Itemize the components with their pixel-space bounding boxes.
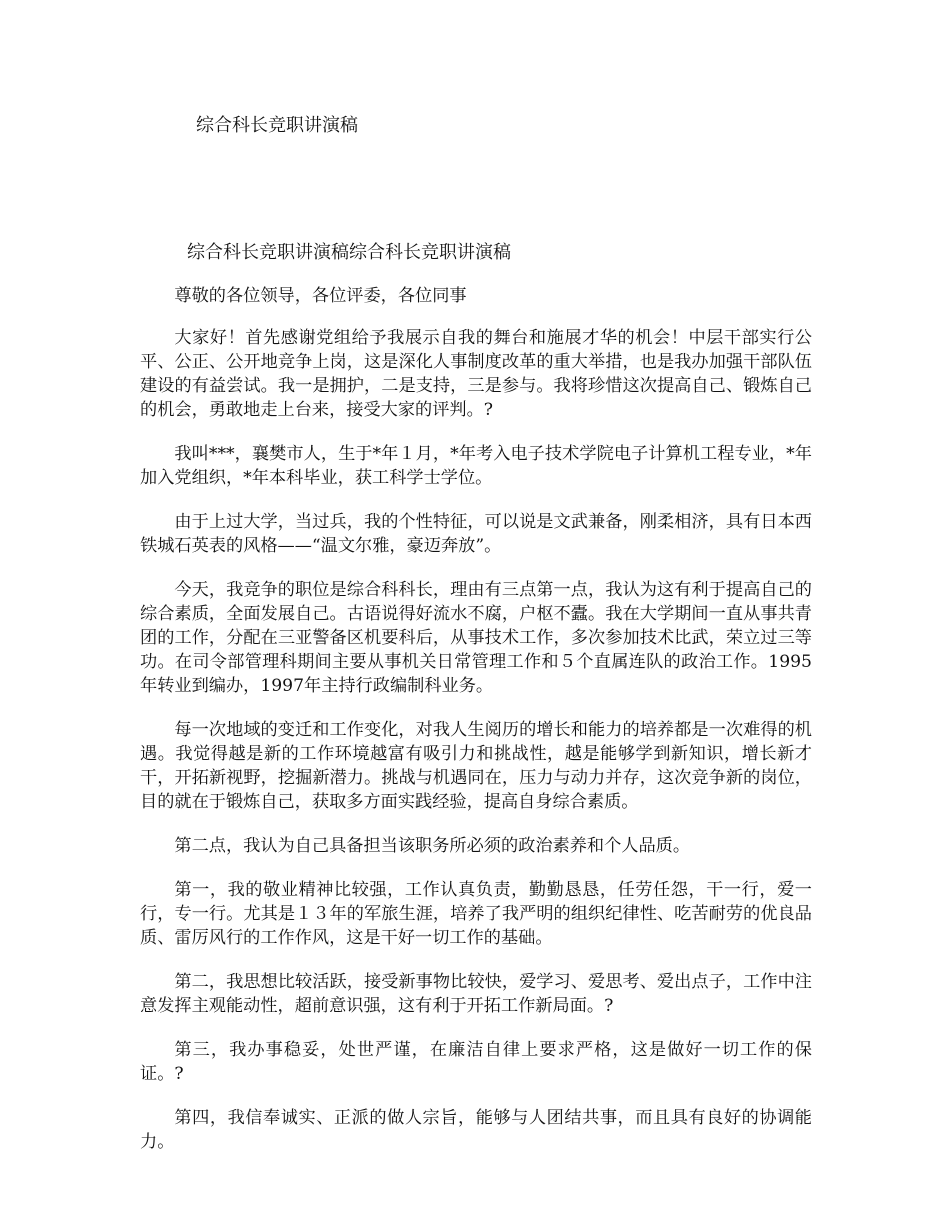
document-body [140,284,812,1174]
paragraph-point-second: 第二，我思想比较活跃，接受新事物比较快，爱学习、爱思考、爱出点子，工作中注意发挥主观能动性，超前意识强，这有利于开拓工作新局面。? [140,972,812,1016]
paragraph-point-fourth: 第四，我信奉诚实、正派的做人宗旨，能够与人团结共事，而且具有良好的协调能力。 [140,1108,812,1152]
paragraph-personality: 由于上过大学，当过兵，我的个性特征，可以说是文武兼备，刚柔相济，具有日本西铁城石英表的风格——“温文尔雅，豪迈奔放”。 [140,512,812,556]
paragraph-reason-one: 今天，我竞争的职位是综合科科长，理由有三点第一点，我认为这有利于提高自己的综合素质，全面发展自己。古语说得好流水不腐，户枢不蠹。我在大学期间一直从事共青团的工作，分配在三亚警备区机要科后，从事技术工作，多次参加技术比武，荣立过三等功。在司令部管理科期间主要从事机关日常管理工作和５个直属连队的政治工作。1995年转业到编办，1997年主持行政编制科业务。 [140,580,812,696]
document-subtitle: 综合科长竞职讲演稿综合科长竞职讲演稿 [187,242,511,263]
paragraph-introduction: 我叫***，襄樊市人，生于*年１月，*年考入电子技术学院电子计算机工程专业，*年加入党组织，*年本科毕业，获工科学士学位。 [140,444,812,488]
paragraph-greeting: 大家好！首先感谢党组给予我展示自我的舞台和施展才华的机会！中层干部实行公平、公正、公开地竞争上岗，这是深化人事制度改革的重大举措，也是我办加强干部队伍建设的有益尝试。我一是拥护，二是支持，三是参与。我将珍惜这次提高自己、锻炼自己的机会，勇敢地走上台来，接受大家的评判。? [140,328,812,420]
paragraph-reason-two: 第二点，我认为自己具备担当该职务所必须的政治素养和个人品质。 [174,836,691,856]
paragraph-point-third: 第三，我办事稳妥，处世严谨，在廉洁自律上要求严格，这是做好一切工作的保证。? [140,1040,812,1084]
paragraph-opportunity: 每一次地域的变迁和工作变化，对我人生阅历的增长和能力的培养都是一次难得的机遇。我觉得越是新的工作环境越富有吸引力和挑战性，越是能够学到新知识，增长新才干，开拓新视野，挖掘新潜力。挑战与机遇同在，压力与动力并存，这次竞争新的岗位，目的就在于锻炼自己，获取多方面实践经验，提高自身综合素质。 [140,720,812,812]
salutation-paragraph: 尊敬的各位领导，各位评委，各位同事 [174,286,467,306]
document-title: 综合科长竞职讲演稿 [196,115,358,136]
paragraph-point-first: 第一，我的敬业精神比较强，工作认真负责，勤勤恳恳，任劳任怨，干一行，爱一行，专一行。尤其是１３年的军旅生涯，培养了我严明的组织纪律性、吃苦耐劳的优良品质、雷厉风行的工作作风，这是干好一切工作的基础。 [140,880,812,948]
